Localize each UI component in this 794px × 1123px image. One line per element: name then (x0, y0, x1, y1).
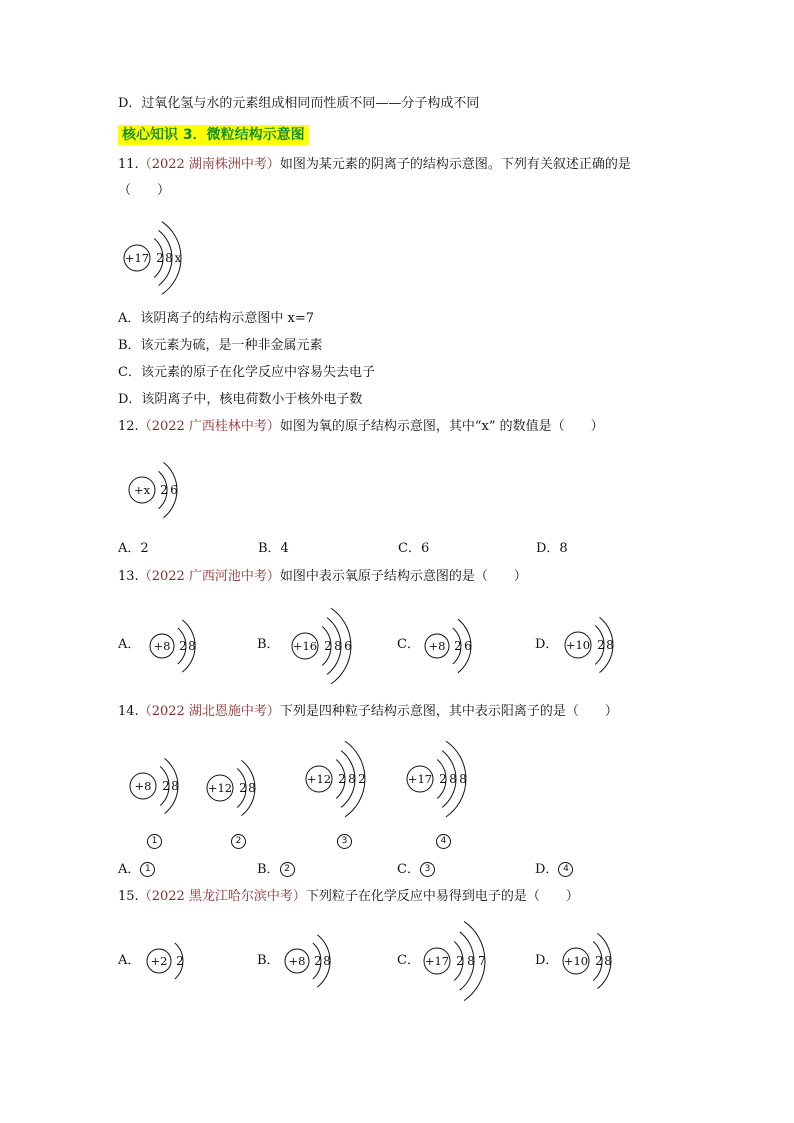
q11-source: （2022 湖南株洲中考） (138, 157, 280, 172)
shell-electron-count: 2 (324, 639, 332, 653)
q15-option-a-diagram[interactable] (145, 923, 210, 999)
nucleus-charge-label: +8 (288, 954, 306, 968)
q13-stem-text: 如图中表示氧原子结构示意图的是（ ） (279, 569, 527, 584)
q13-option-a-diagram[interactable] (148, 608, 222, 684)
shell-electron-count: 2 (595, 954, 603, 968)
shell-electron-count: 8 (334, 639, 342, 653)
shell-electron-count: 8 (604, 954, 612, 968)
shell-electron-count: 6 (464, 639, 472, 653)
q14-option-b[interactable] (257, 862, 295, 878)
q14-option-d[interactable] (535, 862, 573, 878)
q13-source: （2022 广西河池中考） (138, 569, 280, 584)
q15-option-d-label[interactable]: D． (535, 953, 559, 968)
nucleus-charge-label: +12 (306, 772, 332, 786)
q11-stem (118, 157, 631, 173)
q15-option-c-diagram[interactable] (422, 922, 514, 1000)
shell-electron-count: x (174, 251, 182, 265)
shell-electron-count: 8 (467, 954, 475, 968)
q15-source: （2022 黑龙江哈尔滨中考） (138, 889, 306, 904)
q11-option-a[interactable]: A．该阴离子的结构示意图中 x=7 (118, 311, 315, 326)
q11-option-d[interactable]: D．该阴离子中，核电荷数小于核外电子数 (118, 392, 363, 407)
shell-electron-count: 2 (358, 772, 366, 786)
shell-electron-count: 2 (176, 954, 184, 968)
circled-number-1-icon: 1 (147, 834, 162, 849)
circled-number-2-icon: 2 (280, 862, 295, 877)
q14-diagram-3 (304, 740, 393, 818)
q14-tag-2 (231, 834, 246, 850)
nucleus-charge-label: +17 (124, 251, 150, 265)
nucleus-charge-label: +8 (153, 639, 171, 653)
q14-option-a[interactable] (118, 862, 155, 878)
shell-electron-count: 2 (179, 639, 187, 653)
circled-number-3-icon: 3 (420, 862, 435, 877)
circled-number-1-icon: 1 (140, 862, 155, 877)
q11-stem-line1: 如图为某元素的阴离子的结构示意图。下列有关叙述正确的是 (279, 157, 631, 172)
q14-stem-text: 下列是四种粒子结构示意图，其中表示阳离子的是（ ） (279, 704, 618, 719)
shell-electron-count: 2 (239, 781, 247, 795)
nucleus-charge-label: +10 (563, 954, 589, 968)
q13-option-c-diagram[interactable] (423, 608, 499, 684)
q13-option-d-diagram[interactable] (563, 606, 640, 684)
q15-option-b-diagram[interactable] (283, 923, 357, 999)
shell-electron-count: 8 (165, 251, 173, 265)
prev-option-d: D．过氧化氢与水的元素组成相同而性质不同——分子构成不同 (118, 96, 480, 111)
shell-electron-count: 8 (323, 954, 331, 968)
q14-number: 14. (118, 704, 139, 719)
nucleus-charge-label: +8 (134, 779, 152, 793)
shell-electron-count: 2 (338, 772, 346, 786)
q15-option-a-label[interactable]: A． (118, 953, 141, 968)
shell-electron-count: 2 (439, 772, 447, 786)
q13-option-b-diagram[interactable] (290, 607, 379, 685)
nucleus-charge-label: +17 (424, 954, 450, 968)
q14-option-a-label: A． (118, 862, 141, 877)
shell-electron-count: 2 (160, 483, 168, 497)
q12-source: （2022 广西桂林中考） (138, 419, 280, 434)
q15-option-d-diagram[interactable] (561, 922, 638, 1000)
shell-electron-count: 7 (478, 954, 486, 968)
q12-atom-diagram (127, 451, 205, 529)
q15-option-b-label[interactable]: B． (257, 953, 280, 968)
q12-option-c[interactable]: C．6 (398, 541, 430, 556)
circled-number-3-icon: 3 (337, 834, 352, 849)
q14-stem (118, 704, 618, 720)
shell-electron-count: 6 (170, 483, 178, 497)
shell-electron-count: 2 (162, 779, 170, 793)
q11-stem-line2: （ ） (118, 183, 171, 198)
shell-electron-count: 8 (348, 772, 356, 786)
q14-diagram-2 (205, 749, 282, 827)
q14-tag-4 (436, 834, 451, 850)
q12-option-d[interactable]: D．8 (536, 541, 568, 556)
shell-electron-count: 8 (171, 779, 179, 793)
q14-option-c[interactable] (397, 862, 435, 878)
q14-option-c-label: C． (397, 862, 420, 877)
q15-number: 15. (118, 889, 139, 904)
shell-electron-count: 6 (344, 639, 352, 653)
shell-electron-count: 8 (188, 639, 196, 653)
q14-tag-3 (337, 834, 352, 850)
circled-number-4-icon: 4 (558, 862, 573, 877)
q12-stem-text: 如图为氧的原子结构示意图，其中“x” 的数值是（ ） (279, 419, 604, 434)
q14-diagram-1 (128, 747, 205, 825)
q14-source: （2022 湖北恩施中考） (138, 704, 280, 719)
q15-stem-text: 下列粒子在化学反应中易得到电子的是（ ） (305, 889, 579, 904)
q13-number: 13. (118, 569, 139, 584)
q13-option-a-label[interactable]: A． (118, 637, 141, 652)
shell-electron-count: 2 (314, 954, 322, 968)
nucleus-charge-label: +8 (428, 639, 446, 653)
q11-option-b[interactable]: B．该元素为硫，是一种非金属元素 (118, 338, 323, 353)
q11-option-c[interactable]: C．该元素的原子在化学反应中容易失去电子 (118, 365, 375, 380)
circled-number-4-icon: 4 (436, 834, 451, 849)
shell-electron-count: 2 (456, 954, 464, 968)
nucleus-charge-label: +17 (407, 772, 433, 786)
q12-option-a[interactable]: A．2 (118, 541, 149, 556)
nucleus-charge-label: +10 (565, 638, 591, 652)
q11-atom-diagram (122, 219, 208, 297)
q14-option-b-label: B． (257, 862, 280, 877)
shell-electron-count: 2 (156, 251, 164, 265)
nucleus-charge-label: +x (133, 483, 151, 497)
shell-electron-count: 2 (454, 639, 462, 653)
q12-number: 12. (118, 419, 139, 434)
q12-stem (118, 419, 604, 435)
q13-stem (118, 569, 527, 585)
shell-electron-count: 2 (597, 638, 605, 652)
shell-electron-count: 8 (248, 781, 256, 795)
q13-option-b-label[interactable]: B． (257, 637, 280, 652)
q15-option-c-label[interactable]: C． (397, 953, 420, 968)
circled-number-2-icon: 2 (231, 834, 246, 849)
shell-electron-count: 8 (459, 772, 467, 786)
nucleus-charge-label: +16 (292, 639, 318, 653)
q15-stem (118, 889, 579, 905)
q13-option-d-label[interactable]: D． (535, 637, 559, 652)
q12-option-b[interactable]: B．4 (258, 541, 289, 556)
nucleus-charge-label: +2 (150, 954, 168, 968)
shell-electron-count: 8 (449, 772, 457, 786)
q14-option-d-label: D． (535, 862, 559, 877)
nucleus-charge-label: +12 (207, 781, 233, 795)
section-heading: 核心知识 3．微粒结构示意图 (118, 125, 309, 145)
q11-number: 11. (118, 157, 139, 172)
q14-diagram-4 (405, 740, 494, 818)
shell-electron-count: 8 (606, 638, 614, 652)
q13-option-c-label[interactable]: C． (397, 637, 420, 652)
q14-tag-1 (147, 834, 162, 850)
